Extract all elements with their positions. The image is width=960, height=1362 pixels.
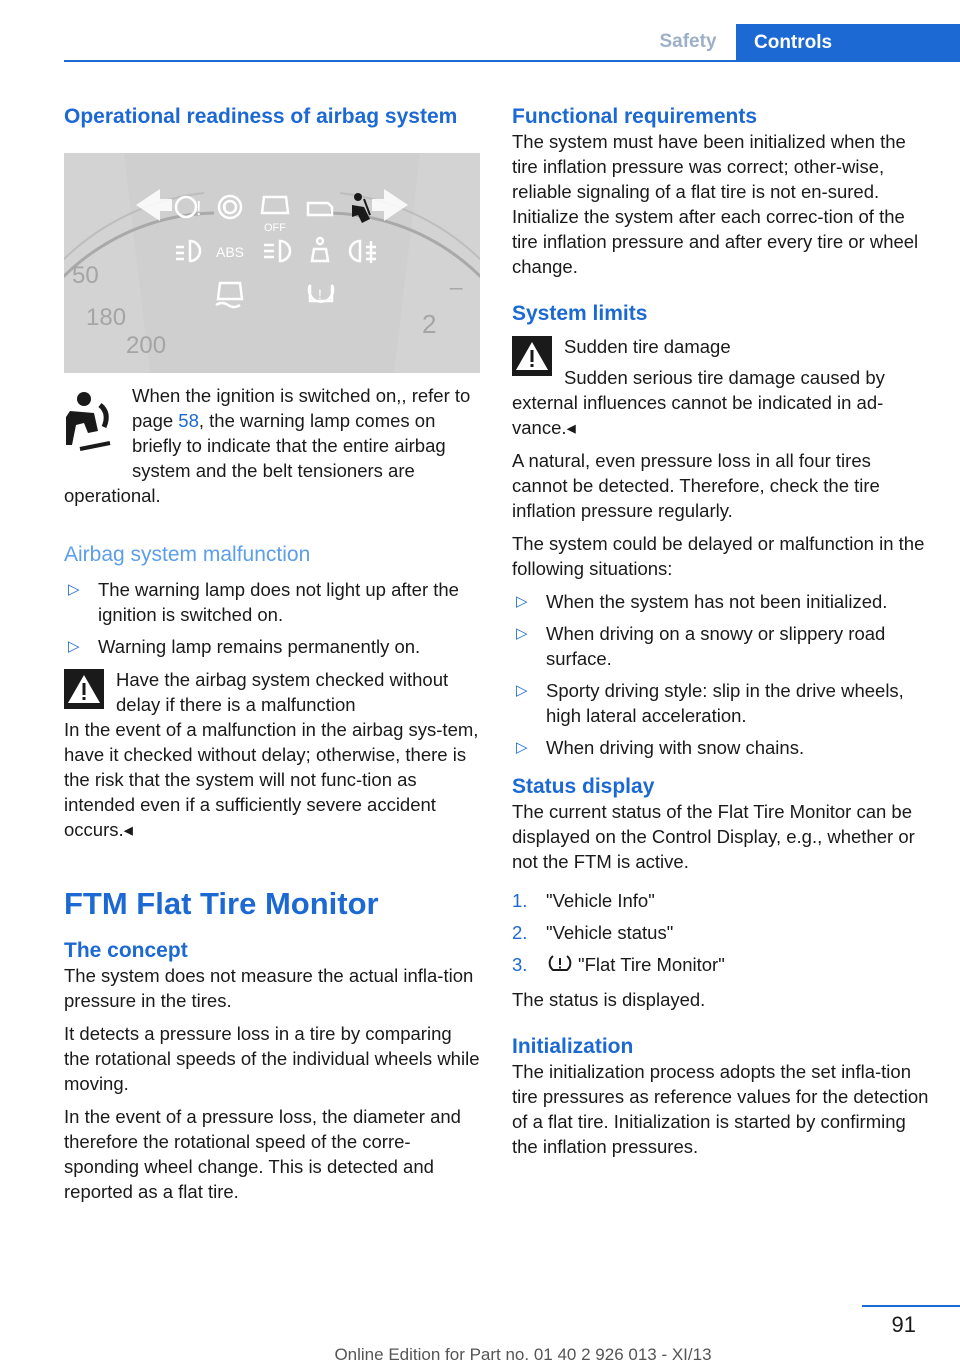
tab-safety[interactable]: Safety bbox=[659, 31, 717, 52]
svg-text:_: _ bbox=[450, 265, 463, 290]
instrument-cluster-illustration bbox=[64, 153, 480, 373]
list-item: ▷ Warning lamp remains permanently on. bbox=[68, 636, 421, 657]
sudden-damage-warning bbox=[512, 334, 930, 440]
warning-body: In the event of a malfunction in the airbag sys-tem, have it checked without delay; otherwise, there is the risk that the system will not func-tion as intended even if a sufficiently severe accident occurs.◂ bbox=[64, 719, 479, 840]
edition-footer bbox=[0, 1345, 960, 1362]
list-item: ▷ When the system has not been initialized. bbox=[516, 591, 888, 612]
limits-paragraph-1: A natural, even pressure loss in all four tires cannot be detected. Therefore, check the tire inflation pressure regularly. bbox=[512, 450, 880, 521]
svg-text:OFF: OFF bbox=[264, 222, 286, 234]
triangle-bullet-icon: ▷ bbox=[516, 682, 528, 699]
limits-paragraph-2: The system could be delayed or malfunction in the following situations: bbox=[512, 533, 925, 579]
svg-text:50: 50 bbox=[72, 262, 99, 289]
svg-text:ABS: ABS bbox=[216, 244, 245, 260]
airbag-text-a: When the ignition is switched on,, refer to page bbox=[132, 385, 471, 431]
instrument-cluster-image bbox=[64, 153, 480, 373]
airbag-warning-lamp-note bbox=[64, 383, 482, 508]
triangle-bullet-icon: ▷ bbox=[516, 625, 528, 642]
list-item: 3. "Flat Tire Monitor" bbox=[512, 952, 930, 980]
heading-initialization: Initialization bbox=[512, 1035, 634, 1058]
svg-text:!: ! bbox=[196, 198, 202, 220]
header-rule bbox=[64, 60, 960, 62]
list-item: ▷ Sporty driving style: slip in the drive wheels, high lateral acceleration. bbox=[516, 680, 904, 726]
tab-controls[interactable]: Controls bbox=[736, 24, 960, 62]
limits-list bbox=[512, 589, 930, 760]
page-reference-link[interactable]: 58 bbox=[178, 410, 199, 431]
right-column bbox=[512, 100, 930, 1167]
heading-airbag-readiness: Operational readiness of airbag system bbox=[64, 105, 458, 128]
concept-paragraph-3: In the event of a pressure loss, the diameter and therefore the rotational speed of the corre-sponding wheel change. This is detected and reported as a flat tire. bbox=[64, 1106, 461, 1202]
warning-icon bbox=[64, 669, 104, 714]
svg-text:2: 2 bbox=[422, 309, 437, 339]
initialization-paragraph: The initialization process adopts the set infla-tion tire pressures as reference values for the detection of a flat tire. Initialization is started by confirming the inflation pressures. bbox=[512, 1061, 929, 1157]
functional-paragraph: The system must have been initialized when the tire inflation pressure was correct; other-wise, reliable signaling of a flat tire is not en-sured. Initialize the system after each correc-tion of the tire inflation pressure and after every tire or wheel change. bbox=[512, 131, 919, 277]
status-steps bbox=[512, 888, 930, 980]
list-item: 1. "Vehicle Info" bbox=[512, 890, 655, 911]
airbag-readiness-text bbox=[64, 383, 482, 508]
limits-warning-body: Sudden serious tire damage caused by external influences cannot be indicated in ad-vance.◂ bbox=[512, 367, 885, 438]
warning-title: Have the airbag system checked without delay if there is a malfunction bbox=[116, 669, 449, 715]
heading-airbag-malfunction: Airbag system malfunction bbox=[64, 543, 311, 566]
heading-status-display: Status display bbox=[512, 775, 655, 798]
page-number: 91 bbox=[891, 1312, 916, 1337]
list-item: ▷ When driving with snow chains. bbox=[516, 737, 805, 758]
tire-pressure-icon bbox=[548, 954, 572, 980]
triangle-bullet-icon: ▷ bbox=[68, 581, 80, 598]
heading-system-limits: System limits bbox=[512, 302, 648, 325]
triangle-bullet-icon: ▷ bbox=[516, 739, 528, 756]
heading-concept: The concept bbox=[64, 939, 188, 962]
svg-text:!: ! bbox=[224, 205, 227, 216]
list-item: ▷ When driving on a snowy or slippery road surface. bbox=[516, 623, 886, 669]
triangle-bullet-icon: ▷ bbox=[516, 593, 528, 610]
warning-icon bbox=[512, 336, 552, 381]
edition-text: Online Edition for Part no. 01 40 2 926 013 - XI/13 bbox=[334, 1345, 712, 1362]
triangle-bullet-icon: ▷ bbox=[68, 638, 80, 655]
status-result: The status is displayed. bbox=[512, 989, 706, 1010]
airbag-text-b: , the warning lamp comes on briefly to indicate that the entire airbag system and the belt tensioners are operational. bbox=[64, 410, 446, 506]
airbag-icon bbox=[64, 387, 120, 464]
airbag-malfunction-warning bbox=[64, 667, 482, 717]
svg-text:200: 200 bbox=[126, 332, 167, 359]
svg-text:180: 180 bbox=[86, 304, 127, 331]
concept-paragraph-2: It detects a pressure loss in a tire by comparing the rotational speeds of the individual wheels while moving. bbox=[64, 1023, 480, 1094]
heading-functional-requirements: Functional requirements bbox=[512, 105, 758, 128]
limits-warning-title: Sudden tire damage bbox=[564, 336, 731, 357]
heading-ftm: FTM Flat Tire Monitor bbox=[64, 886, 379, 921]
list-item: 2. "Vehicle status" bbox=[512, 922, 674, 943]
list-item: ▷ The warning lamp does not light up after the ignition is switched on. bbox=[68, 579, 459, 625]
malfunction-list bbox=[64, 577, 482, 659]
concept-paragraph-1: The system does not measure the actual infla-tion pressure in the tires. bbox=[64, 965, 474, 1011]
page-number-rule bbox=[862, 1305, 960, 1307]
svg-text:!: ! bbox=[318, 286, 322, 302]
status-paragraph: The current status of the Flat Tire Monitor can be displayed on the Control Display, e.g., whether or not the FTM is active. bbox=[512, 801, 915, 872]
left-column bbox=[64, 100, 482, 1212]
